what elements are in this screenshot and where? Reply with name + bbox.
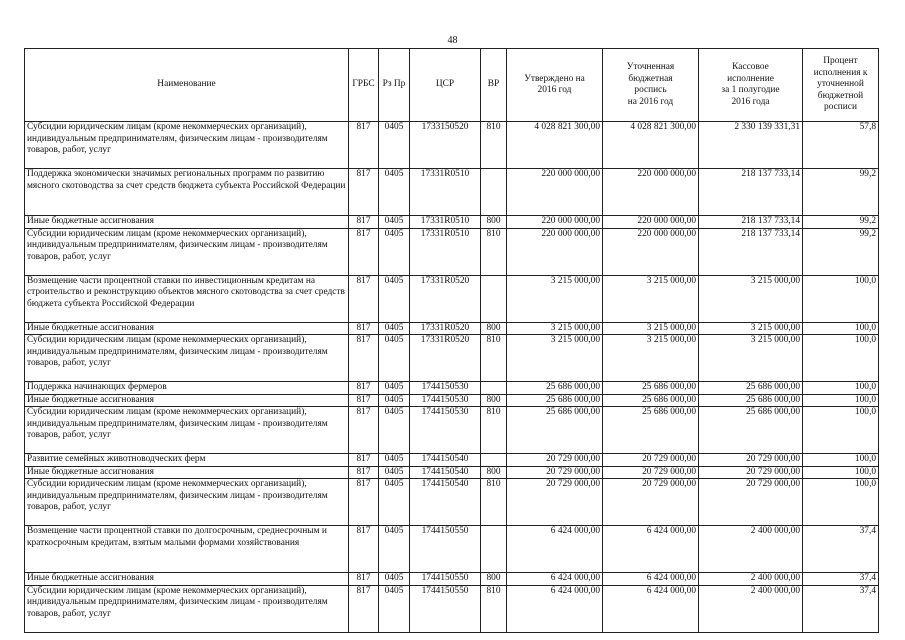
header-rzpr: Рз Пр <box>379 49 410 122</box>
row-csr: 1744150530 <box>410 382 481 395</box>
row-grbs: 817 <box>349 407 379 454</box>
row-csr: 17331R0510 <box>410 228 481 275</box>
row-refined: 6 424 000,00 <box>603 585 699 632</box>
table-row <box>25 228 879 275</box>
row-cash: 3 215 000,00 <box>699 322 803 335</box>
row-vr <box>481 382 507 395</box>
row-cash: 20 729 000,00 <box>699 479 803 526</box>
header-percent: Процент исполнения к уточненной бюджетной росписи <box>803 49 879 122</box>
table-row <box>25 335 879 382</box>
row-rzpr: 0405 <box>379 169 410 216</box>
row-csr: 17331R0520 <box>410 322 481 335</box>
row-vr: 810 <box>481 585 507 632</box>
row-csr: 17331R0520 <box>410 335 481 382</box>
row-approved: 20 729 000,00 <box>507 479 603 526</box>
row-refined: 6 424 000,00 <box>603 573 699 586</box>
row-cash: 25 686 000,00 <box>699 407 803 454</box>
row-vr <box>481 454 507 467</box>
row-csr: 17331R0510 <box>410 216 481 229</box>
header-cash: Кассовое исполнение за 1 полугодие 2016 года <box>699 49 803 122</box>
row-cash: 2 330 139 331,31 <box>699 122 803 169</box>
table-row <box>25 407 879 454</box>
row-percent: 100,0 <box>803 454 879 467</box>
row-cash: 218 137 733,14 <box>699 228 803 275</box>
row-refined: 6 424 000,00 <box>603 526 699 573</box>
row-approved: 6 424 000,00 <box>507 526 603 573</box>
row-csr: 1744150530 <box>410 394 481 407</box>
row-csr: 1744150540 <box>410 454 481 467</box>
row-grbs: 817 <box>349 454 379 467</box>
row-grbs: 817 <box>349 169 379 216</box>
row-refined: 3 215 000,00 <box>603 322 699 335</box>
table-row <box>25 573 879 586</box>
row-grbs: 817 <box>349 573 379 586</box>
row-percent: 100,0 <box>803 407 879 454</box>
table-row <box>25 585 879 632</box>
row-cash: 20 729 000,00 <box>699 466 803 479</box>
row-vr: 800 <box>481 394 507 407</box>
row-rzpr: 0405 <box>379 454 410 467</box>
row-vr: 800 <box>481 466 507 479</box>
row-percent: 99,2 <box>803 216 879 229</box>
row-percent: 100,0 <box>803 275 879 322</box>
row-approved: 220 000 000,00 <box>507 169 603 216</box>
row-name: Субсидии юридическим лицам (кроме некоммерческих организаций), индивидуальным предпринимателям, физическим лицам - производителям товаров, работ, услуг <box>25 407 349 454</box>
row-percent: 99,2 <box>803 228 879 275</box>
row-rzpr: 0405 <box>379 335 410 382</box>
row-percent: 100,0 <box>803 479 879 526</box>
row-name: Субсидии юридическим лицам (кроме некоммерческих организаций), индивидуальным предпринимателям, физическим лицам - производителям товаров, работ, услуг <box>25 585 349 632</box>
budget-table <box>24 48 879 633</box>
row-vr: 800 <box>481 216 507 229</box>
row-grbs: 817 <box>349 526 379 573</box>
row-vr: 810 <box>481 228 507 275</box>
row-cash: 2 400 000,00 <box>699 573 803 586</box>
row-refined: 25 686 000,00 <box>603 394 699 407</box>
row-refined: 20 729 000,00 <box>603 466 699 479</box>
row-vr <box>481 275 507 322</box>
row-cash: 25 686 000,00 <box>699 382 803 395</box>
header-name: Наименование <box>25 49 349 122</box>
header-grbs: ГРБС <box>349 49 379 122</box>
row-grbs: 817 <box>349 122 379 169</box>
row-name: Иные бюджетные ассигнования <box>25 466 349 479</box>
row-approved: 220 000 000,00 <box>507 216 603 229</box>
row-refined: 3 215 000,00 <box>603 335 699 382</box>
row-rzpr: 0405 <box>379 407 410 454</box>
row-percent: 37,4 <box>803 526 879 573</box>
row-percent: 37,4 <box>803 585 879 632</box>
row-name: Возмещение части процентной ставки по инвестиционным кредитам на строительство и реконструкцию объектов мясного скотоводства за счет средств бюджета субъекта Российской Федерации <box>25 275 349 322</box>
row-approved: 3 215 000,00 <box>507 335 603 382</box>
table-row <box>25 526 879 573</box>
row-vr: 810 <box>481 122 507 169</box>
header-approved: Утверждено на 2016 год <box>507 49 603 122</box>
row-cash: 2 400 000,00 <box>699 585 803 632</box>
table-row <box>25 454 879 467</box>
row-csr: 1744150530 <box>410 407 481 454</box>
row-rzpr: 0405 <box>379 466 410 479</box>
row-approved: 4 028 821 300,00 <box>507 122 603 169</box>
row-refined: 20 729 000,00 <box>603 454 699 467</box>
table-row <box>25 122 879 169</box>
row-cash: 20 729 000,00 <box>699 454 803 467</box>
row-cash: 25 686 000,00 <box>699 394 803 407</box>
row-approved: 25 686 000,00 <box>507 407 603 454</box>
row-csr: 1744150550 <box>410 585 481 632</box>
row-grbs: 817 <box>349 466 379 479</box>
row-rzpr: 0405 <box>379 228 410 275</box>
row-name: Субсидии юридическим лицам (кроме некоммерческих организаций), индивидуальным предпринимателям, физическим лицам - производителям товаров, работ, услуг <box>25 335 349 382</box>
table-row <box>25 394 879 407</box>
row-approved: 20 729 000,00 <box>507 454 603 467</box>
row-rzpr: 0405 <box>379 479 410 526</box>
row-grbs: 817 <box>349 322 379 335</box>
header-csr: ЦСР <box>410 49 481 122</box>
row-rzpr: 0405 <box>379 573 410 586</box>
row-grbs: 817 <box>349 216 379 229</box>
row-name: Иные бюджетные ассигнования <box>25 573 349 586</box>
row-refined: 20 729 000,00 <box>603 479 699 526</box>
table-row <box>25 216 879 229</box>
row-approved: 25 686 000,00 <box>507 382 603 395</box>
row-percent: 100,0 <box>803 322 879 335</box>
row-rzpr: 0405 <box>379 382 410 395</box>
row-name: Поддержка экономически значимых региональных программ по развитию мясного скотоводства за счет средств бюджета субъекта Российской Федерации <box>25 169 349 216</box>
row-refined: 3 215 000,00 <box>603 275 699 322</box>
row-approved: 25 686 000,00 <box>507 394 603 407</box>
row-name: Поддержка начинающих фермеров <box>25 382 349 395</box>
row-approved: 6 424 000,00 <box>507 585 603 632</box>
row-csr: 1744150540 <box>410 466 481 479</box>
table-row <box>25 275 879 322</box>
row-rzpr: 0405 <box>379 526 410 573</box>
row-vr <box>481 526 507 573</box>
row-percent: 57,8 <box>803 122 879 169</box>
row-csr: 17331R0520 <box>410 275 481 322</box>
row-approved: 220 000 000,00 <box>507 228 603 275</box>
row-cash: 2 400 000,00 <box>699 526 803 573</box>
row-cash: 3 215 000,00 <box>699 335 803 382</box>
row-rzpr: 0405 <box>379 122 410 169</box>
row-name: Субсидии юридическим лицам (кроме некоммерческих организаций), индивидуальным предпринимателям, физическим лицам - производителям товаров, работ, услуг <box>25 122 349 169</box>
row-approved: 3 215 000,00 <box>507 322 603 335</box>
row-name: Иные бюджетные ассигнования <box>25 394 349 407</box>
table-row <box>25 169 879 216</box>
row-refined: 220 000 000,00 <box>603 169 699 216</box>
row-refined: 220 000 000,00 <box>603 216 699 229</box>
row-vr: 800 <box>481 322 507 335</box>
row-cash: 218 137 733,14 <box>699 216 803 229</box>
row-grbs: 817 <box>349 382 379 395</box>
row-grbs: 817 <box>349 275 379 322</box>
table-row <box>25 479 879 526</box>
row-csr: 1744150540 <box>410 479 481 526</box>
row-grbs: 817 <box>349 228 379 275</box>
row-percent: 100,0 <box>803 335 879 382</box>
row-percent: 100,0 <box>803 466 879 479</box>
row-rzpr: 0405 <box>379 275 410 322</box>
table-row <box>25 382 879 395</box>
row-percent: 37,4 <box>803 573 879 586</box>
row-csr: 1733150520 <box>410 122 481 169</box>
row-cash: 218 137 733,14 <box>699 169 803 216</box>
row-name: Субсидии юридическим лицам (кроме некоммерческих организаций), индивидуальным предпринимателям, физическим лицам - производителям товаров, работ, услуг <box>25 479 349 526</box>
row-percent: 100,0 <box>803 394 879 407</box>
row-refined: 4 028 821 300,00 <box>603 122 699 169</box>
row-name: Иные бюджетные ассигнования <box>25 216 349 229</box>
table-row <box>25 322 879 335</box>
row-vr: 810 <box>481 479 507 526</box>
row-csr: 1744150550 <box>410 573 481 586</box>
row-rzpr: 0405 <box>379 394 410 407</box>
row-csr: 17331R0510 <box>410 169 481 216</box>
row-refined: 220 000 000,00 <box>603 228 699 275</box>
row-grbs: 817 <box>349 585 379 632</box>
row-approved: 6 424 000,00 <box>507 573 603 586</box>
table-header-row <box>25 49 879 122</box>
row-rzpr: 0405 <box>379 216 410 229</box>
row-csr: 1744150550 <box>410 526 481 573</box>
row-refined: 25 686 000,00 <box>603 407 699 454</box>
row-grbs: 817 <box>349 479 379 526</box>
row-rzpr: 0405 <box>379 585 410 632</box>
row-grbs: 817 <box>349 335 379 382</box>
row-percent: 99,2 <box>803 169 879 216</box>
row-grbs: 817 <box>349 394 379 407</box>
row-rzpr: 0405 <box>379 322 410 335</box>
header-refined: Уточненная бюджетная роспись на 2016 год <box>603 49 699 122</box>
row-name: Развитие семейных животноводческих ферм <box>25 454 349 467</box>
row-approved: 20 729 000,00 <box>507 466 603 479</box>
page-number: 48 <box>447 35 458 46</box>
table-row <box>25 466 879 479</box>
row-percent: 100,0 <box>803 382 879 395</box>
row-name: Иные бюджетные ассигнования <box>25 322 349 335</box>
row-vr: 810 <box>481 335 507 382</box>
row-approved: 3 215 000,00 <box>507 275 603 322</box>
row-name: Возмещение части процентной ставки по долгосрочным, среднесрочным и краткосрочным кредитам, взятым малыми формами хозяйствования <box>25 526 349 573</box>
row-vr: 810 <box>481 407 507 454</box>
row-vr: 800 <box>481 573 507 586</box>
row-cash: 3 215 000,00 <box>699 275 803 322</box>
row-name: Субсидии юридическим лицам (кроме некоммерческих организаций), индивидуальным предпринимателям, физическим лицам - производителям товаров, работ, услуг <box>25 228 349 275</box>
row-vr <box>481 169 507 216</box>
header-vr: ВР <box>481 49 507 122</box>
row-refined: 25 686 000,00 <box>603 382 699 395</box>
